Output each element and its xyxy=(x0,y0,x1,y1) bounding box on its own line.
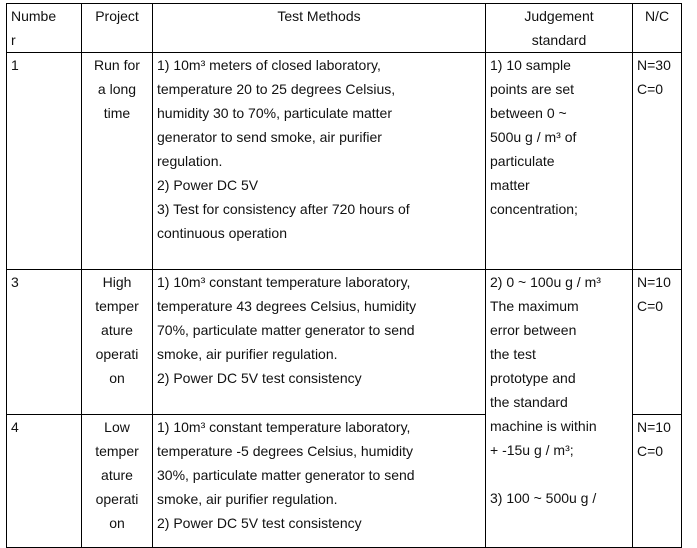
header-project: Project xyxy=(82,4,153,53)
row-project: Run for a long time xyxy=(82,53,153,270)
row-number: 3 xyxy=(7,270,82,415)
header-nc: N/C xyxy=(633,4,682,53)
test-methods-table xyxy=(6,3,682,548)
row-project: Low temper ature operati on xyxy=(82,415,153,548)
table-row xyxy=(7,270,682,415)
table-header-row xyxy=(7,4,682,53)
row-project: High temper ature operati on xyxy=(82,270,153,415)
header-number: Numbe r xyxy=(7,4,82,53)
judgement-standard-part-3: 3) 100 ~ 500u g / xyxy=(490,490,597,506)
judgement-standard-part-1: 1) 10 sample points are set between 0 ~ 500u g / m³ of particulate matter concentration; xyxy=(486,53,633,270)
table-row xyxy=(7,53,682,270)
judgement-standard-part-2: 2) 0 ~ 100u g / m³ The maximum error between the test prototype and the standard machine is within + -15u g / m³; xyxy=(490,274,601,458)
header-test-methods: Test Methods xyxy=(153,4,486,53)
row-number: 1 xyxy=(7,53,82,270)
row-test-methods: 1) 10m³ constant temperature laboratory, temperature -5 degrees Celsius, humidity 30%, particulate matter generator to send smoke, air purifier regulation. 2) Power DC 5V test consistency xyxy=(153,415,486,548)
row-nc: N=30 C=0 xyxy=(633,53,682,270)
row-test-methods: 1) 10m³ constant temperature laboratory, temperature 43 degrees Celsius, humidity 70%, particulate matter generator to send smoke, air purifier regulation. 2) Power DC 5V test consistency xyxy=(153,270,486,415)
row-nc: N=10 C=0 xyxy=(633,415,682,548)
header-judgement-standard: Judgement standard xyxy=(486,4,633,53)
row-test-methods: 1) 10m³ meters of closed laboratory, temperature 20 to 25 degrees Celsius, humidity 30 to 70%, particulate matter generator to send smoke, air purifier regulation. 2) Power DC 5V 3) Test for consistency after 720 hours of continuous operation xyxy=(153,53,486,270)
row-nc: N=10 C=0 xyxy=(633,270,682,415)
judgement-standard-merged xyxy=(486,270,633,548)
row-number: 4 xyxy=(7,415,82,548)
